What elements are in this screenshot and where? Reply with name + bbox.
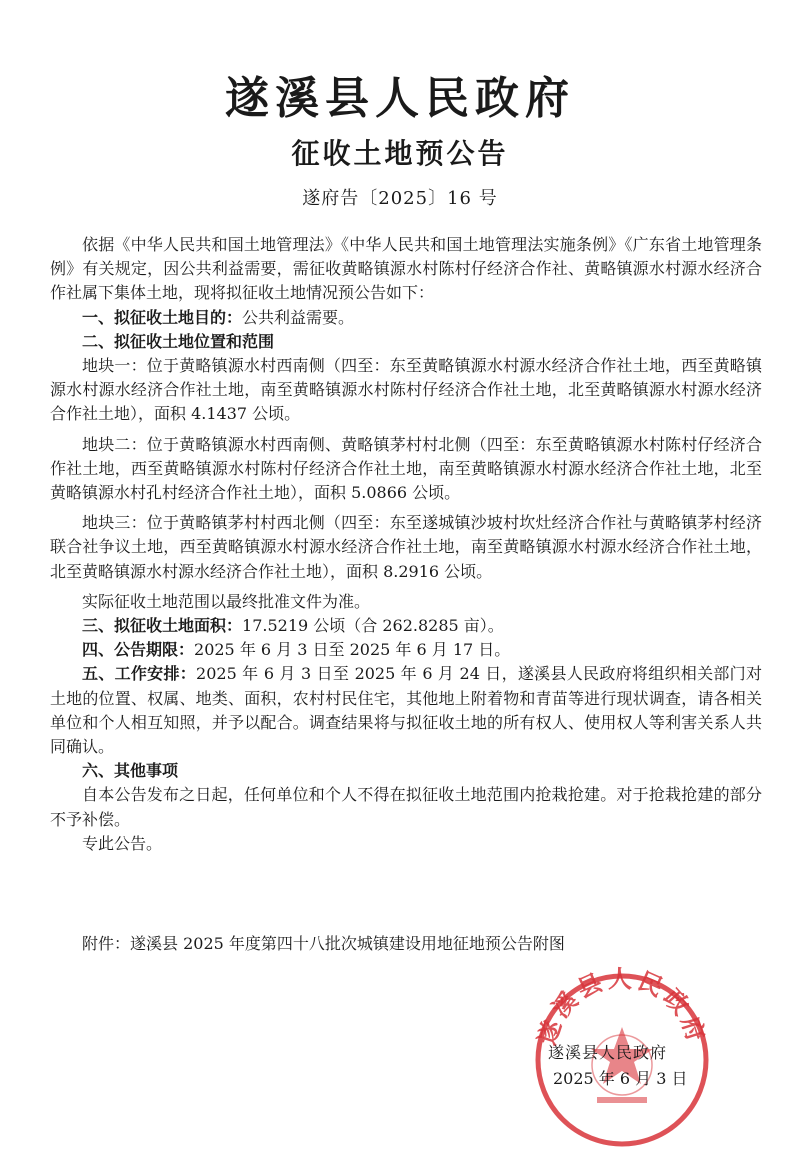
section-5-text: 2025 年 6 月 3 日至 2025 年 6 月 24 日，遂溪县人民政府将组织相关部门对土地的位置、权属、地类、面积，农村村民住宅，其他地上附着物和青苗等进行现状调查，请各相关单位和个人相互知照，并予以配合。调查结果将与拟征收土地的所有权人、使用权人等利害关系人共同确认。: [50, 664, 762, 757]
seal-text: 遂溪县人民政府: [533, 965, 711, 1049]
section-2-heading: 二、拟征收土地位置和范围: [82, 331, 275, 351]
closing-line: 专此公告。: [82, 833, 163, 853]
document-number: 遂府告〔2025〕16 号: [302, 188, 498, 209]
section-6-text: 自本公告发布之日起，任何单位和个人不得在拟征收土地范围内抢栽抢建。对于抢栽抢建的部分不予补偿。: [50, 785, 762, 829]
section-5: [50, 662, 762, 759]
section-3: [50, 614, 762, 638]
scope-note: 实际征收土地范围以最终批准文件为准。: [82, 591, 371, 611]
section-1-text: 公共利益需要。: [242, 307, 355, 327]
document-subtitle: 征收土地预公告: [291, 137, 509, 170]
section-3-heading: 三、拟征收土地面积：: [82, 616, 243, 636]
intro-paragraph: 依据《中华人民共和国土地管理法》《中华人民共和国土地管理法实施条例》《广东省土地管理条例》有关规定，因公共利益需要，需征收黄略镇源水村陈村仔经济合作社、黄略镇源水村源水经济合作社属下集体土地，现将拟征收土地情况预公告如下：: [50, 235, 762, 303]
issuer-signature: 遂溪县人民政府: [548, 1043, 668, 1062]
section-5-heading: 五、工作安排：: [82, 664, 197, 684]
section-4-text: 2025 年 6 月 3 日至 2025 年 6 月 17 日。: [194, 640, 511, 660]
section-3-text: 17.5219 公顷（合 262.8285 亩）。: [242, 616, 504, 636]
plot-1-paragraph: 地块一：位于黄略镇源水村西南侧（四至：东至黄略镇源水村源水经济合作社土地，西至黄略镇源水村源水经济合作社土地，南至黄略镇源水村陈村仔经济合作社土地，北至黄略镇源水村源水经济合作社土地），面积 4.1437 公顷。: [50, 356, 762, 424]
document-body: [50, 233, 762, 856]
section-1-heading: 一、拟征收土地目的：: [82, 307, 243, 327]
issue-date: 2025 年 6 月 3 日: [553, 1069, 688, 1088]
section-4: [50, 638, 762, 662]
section-6: [50, 759, 762, 783]
section-6-heading: 六、其他事项: [82, 761, 179, 781]
plot-2-paragraph: 地块二：位于黄略镇源水村西南侧、黄略镇茅村村北侧（四至：东至黄略镇源水村陈村仔经济合作社土地，西至黄略镇源水村陈村仔经济合作社土地，南至黄略镇源水村源水经济合作社土地，北至黄略镇源水村孔村经济合作社土地），面积 5.0866 公顷。: [50, 434, 762, 503]
section-4-heading: 四、公告期限：: [82, 640, 195, 660]
document-title: 遂溪县人民政府: [225, 73, 575, 124]
section-2: [50, 330, 762, 354]
plot-3-paragraph: 地块三：位于黄略镇茅村村西北侧（四至：东至遂城镇沙坡村坎灶经济合作社与黄略镇茅村经济联合社争议土地，西至黄略镇源水村源水经济合作社土地，南至黄略镇源水村源水经济合作社土地，北至黄略镇源水村源水经济合作社土地），面积 8.2916 公顷。: [50, 513, 762, 581]
section-1: [50, 306, 762, 330]
attachment-line: 附件：遂溪县 2025 年度第四十八批次城镇建设用地征地预公告附图: [82, 934, 565, 953]
